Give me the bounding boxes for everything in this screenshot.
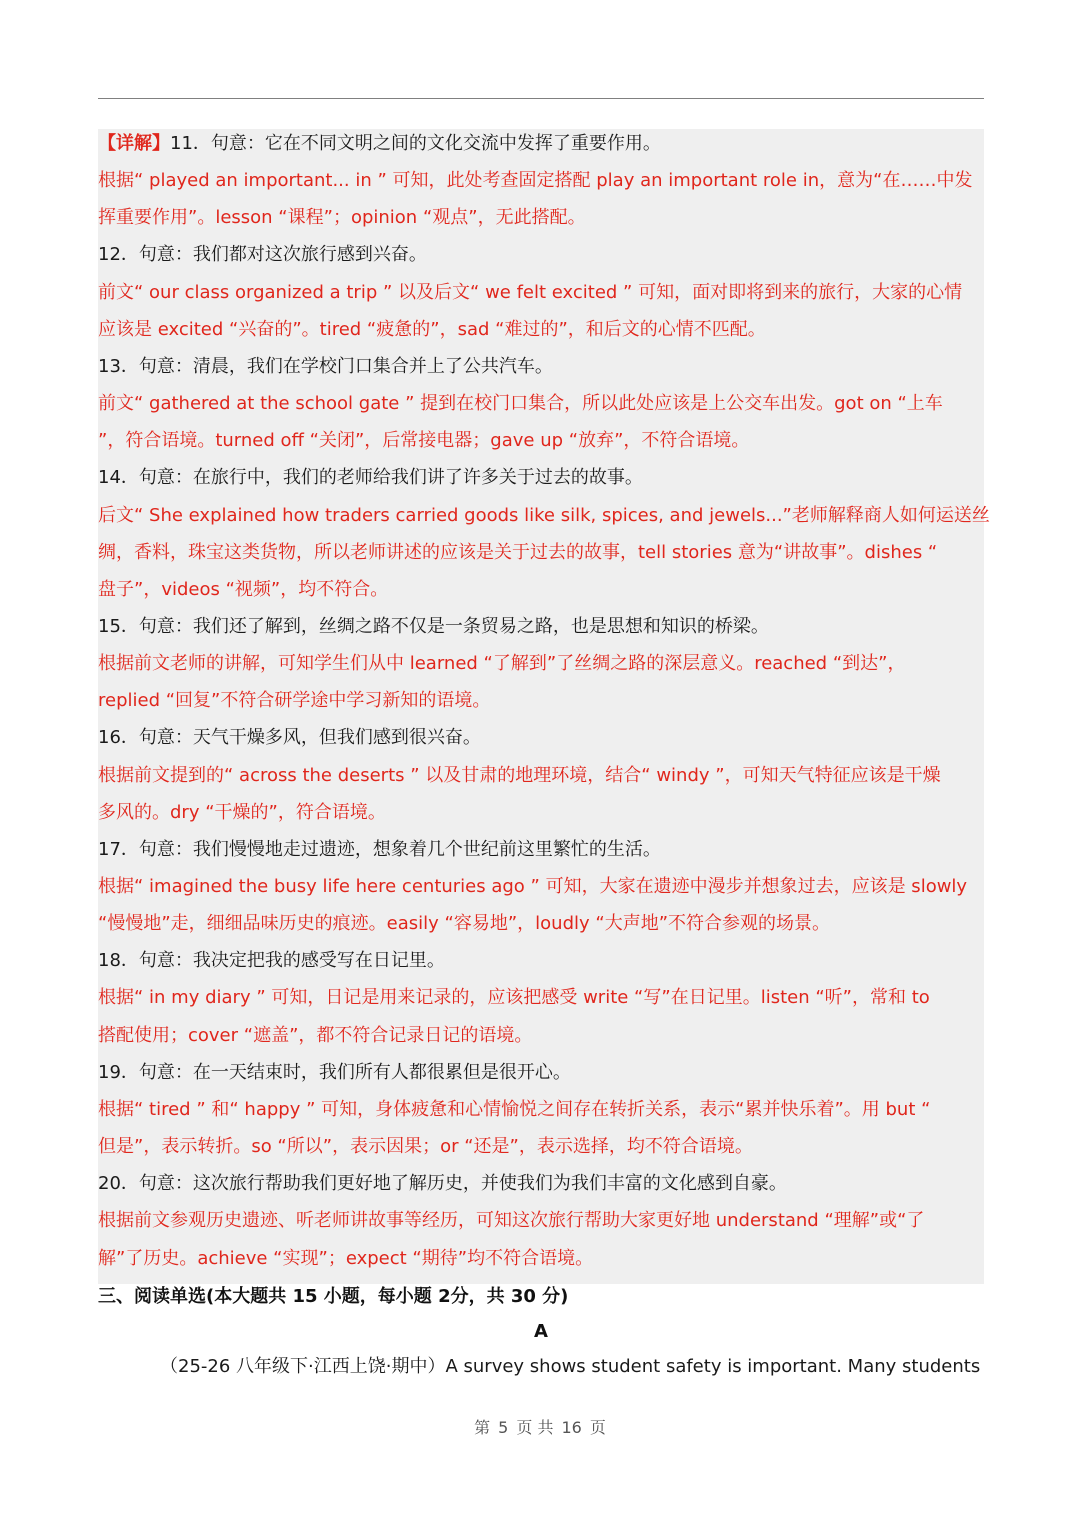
- answer-line: 根据“ in my diary ” 可知，日记是用来记录的，应该把感受 write “写”在日记里。listen “听”，常和 to: [98, 987, 930, 1008]
- answer-line: 应该是 excited “兴奋的”。tired “疲惫的”，sad “难过的”，和后文的心情不匹配。: [98, 319, 766, 340]
- footer-page-number: 5: [498, 1418, 509, 1437]
- answer-line: [98, 131, 984, 157]
- answer-line: 13．句意：清晨，我们在学校门口集合并上了公共汽车。: [98, 356, 553, 377]
- answer-line: 多风的。dry “干燥的”，符合语境。: [98, 802, 386, 823]
- answer-line: 后文“ She explained how traders carried goods like silk, spices, and jewels...”老师解释商人如何运送丝: [98, 505, 990, 526]
- answer-line: 解”了历史。achieve “实现”；expect “期待”均不符合语境。: [98, 1248, 594, 1269]
- answer-line: 但是”，表示转折。so “所以”，表示因果；or “还是”，表示选择，均不符合语境。: [98, 1136, 753, 1157]
- answer-line: 根据“ tired ” 和“ happy ” 可知，身体疲惫和心情愉悦之间存在转折关系，表示“累并快乐着”。用 but “: [98, 1099, 931, 1120]
- answer-line: 12．句意：我们都对这次旅行感到兴奋。: [98, 244, 427, 265]
- answer-line: 盘子”，videos “视频”，均不符合。: [98, 579, 389, 600]
- answer-line: 20．句意：这次旅行帮助我们更好地了解历史，并使我们为我们丰富的文化感到自豪。: [98, 1173, 787, 1194]
- footer-suffix: 页: [589, 1418, 606, 1437]
- answer-line: ”，符合语境。turned off “关闭”，后常接电器；gave up “放弃”，不符合语境。: [98, 430, 750, 451]
- answer-line: 19．句意：在一天结束时，我们所有人都很累但是很开心。: [98, 1062, 571, 1083]
- answer-line: “慢慢地”走，细细品味历史的痕迹。easily “容易地”，loudly “大声地”不符合参观的场景。: [98, 913, 831, 934]
- answer-tag: 【详解】: [98, 133, 170, 154]
- section-heading: 三、阅读单选(本大题共 15 小题，每小题 2分，共 30 分): [98, 1286, 569, 1307]
- answer-line: 14．句意：在旅行中，我们的老师给我们讲了许多关于过去的故事。: [98, 467, 643, 488]
- answer-line: 前文“ our class organized a trip ” 以及后文“ we felt excited ” 可知，面对即将到来的旅行，大家的心情: [98, 282, 963, 303]
- answer-line: 前文“ gathered at the school gate ” 提到在校门口集合，所以此处应该是上公交车出发。got on “上车: [98, 393, 943, 414]
- answer-line: 16．句意：天气干燥多风，但我们感到很兴奋。: [98, 727, 481, 748]
- answer-line: 根据“ played an important... in ” 可知，此处考查固定搭配 play an important role in，意为“在……中发: [98, 170, 973, 191]
- header-rule: [98, 98, 984, 99]
- answer-line: 根据前文老师的讲解，可知学生们从中 learned “了解到”了丝绸之路的深层意义。reached “到达”，: [98, 653, 906, 674]
- answer-line: 17．句意：我们慢慢地走过遗迹，想象着几个世纪前这里繁忙的生活。: [98, 839, 661, 860]
- answer-line: 绸，香料，珠宝这类货物，所以老师讲述的应该是关于过去的故事，tell stories 意为“讲故事”。dishes “: [98, 542, 938, 563]
- answer-line: 根据前文提到的“ across the deserts ” 以及甘肃的地理环境，结合“ windy ”，可知天气特征应该是干燥: [98, 765, 941, 786]
- answer-line: 挥重要作用”。lesson “课程”；opinion “观点”，无此搭配。: [98, 207, 586, 228]
- answer-line-text: 句意：它在不同文明之间的文化交流中发挥了重要作用。: [210, 133, 661, 154]
- passage-label: A: [534, 1321, 548, 1342]
- answer-line: 15．句意：我们还了解到，丝绸之路不仅是一条贸易之路，也是思想和知识的桥梁。: [98, 616, 769, 637]
- question-number: 11．: [170, 133, 211, 154]
- answer-line: 根据前文参观历史遗迹、听老师讲故事等经历，可知这次旅行帮助大家更好地 understand “理解”或“了: [98, 1210, 925, 1231]
- page-footer: [0, 1416, 1080, 1440]
- answer-line: replied “回复”不符合研学途中学习新知的语境。: [98, 690, 491, 711]
- passage-first-line: （25-26 八年级下·江西上饶·期中）A survey shows student safety is important. Many students: [160, 1356, 981, 1377]
- answer-line: 18．句意：我决定把我的感受写在日记里。: [98, 950, 445, 971]
- footer-middle: 页 共: [516, 1418, 554, 1437]
- footer-total-pages: 16: [561, 1418, 582, 1437]
- answer-line: 搭配使用；cover “遮盖”，都不符合记录日记的语境。: [98, 1025, 533, 1046]
- answer-line: 根据“ imagined the busy life here centuries ago ” 可知，大家在遗迹中漫步并想象过去，应该是 slowly: [98, 876, 968, 897]
- footer-prefix: 第: [474, 1418, 491, 1437]
